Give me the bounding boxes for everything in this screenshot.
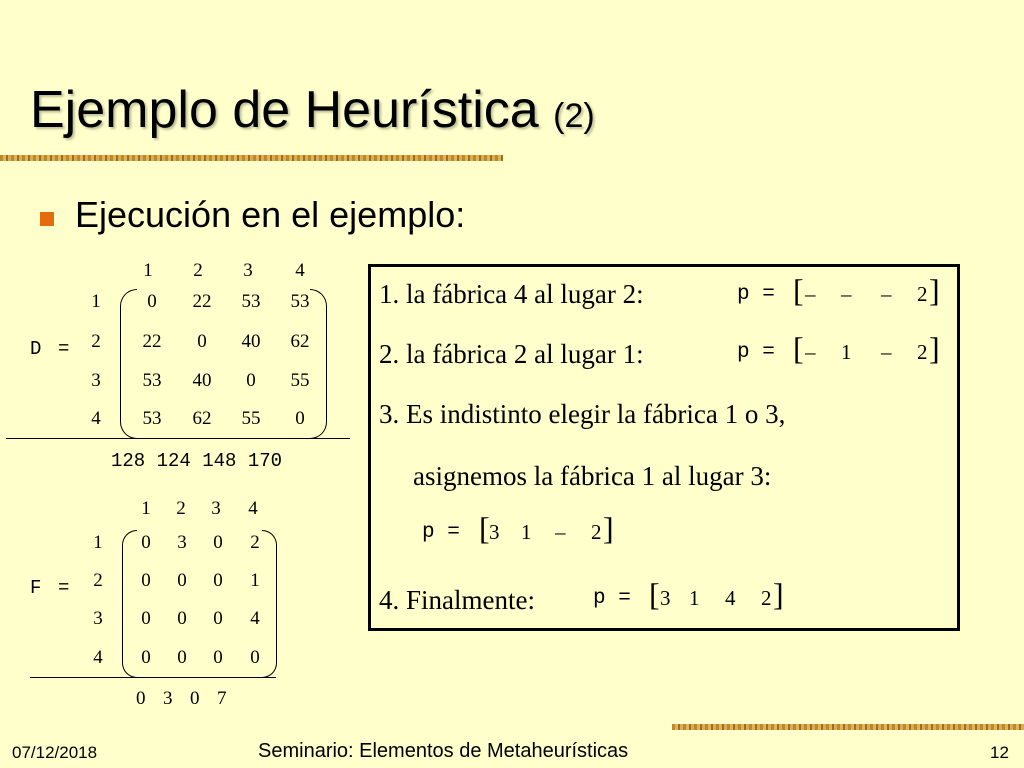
- f-cell: 0: [177, 647, 187, 668]
- title-main: Ejemplo de Heurística: [30, 81, 539, 139]
- step-3-vector-elem: 3: [489, 520, 500, 544]
- f-cell: 0: [141, 532, 151, 553]
- step-3-continuation: asignemos la fábrica 1 al lugar 3:: [413, 461, 772, 491]
- step-3-left-bracket: [: [479, 510, 490, 546]
- d-cell: 40: [192, 370, 212, 391]
- step-4-vector-elem: 3: [660, 586, 671, 610]
- d-sum-rule: [6, 438, 350, 439]
- step-1-p-label: p =: [737, 283, 775, 306]
- footer-date: 07/12/2018: [12, 743, 98, 762]
- d-row-header: 3: [91, 370, 101, 391]
- f-cell: 0: [250, 647, 260, 668]
- f-cell: 1: [250, 570, 260, 591]
- step-3-right-bracket: ]: [603, 510, 614, 546]
- footer-decoration-bar: [672, 724, 1024, 730]
- steps-box: [368, 264, 960, 631]
- f-col-header: 4: [248, 498, 258, 519]
- f-row-header: 3: [93, 608, 103, 629]
- step-4-left-bracket: [: [649, 576, 660, 612]
- d-col-header: 4: [295, 260, 305, 281]
- d-col-header: 1: [143, 260, 153, 281]
- step-2-vector-elem: 2: [917, 340, 928, 364]
- d-row-header: 2: [91, 331, 101, 352]
- f-cell: 0: [213, 570, 223, 591]
- d-col-header: 2: [193, 260, 203, 281]
- d-cell: 55: [290, 370, 310, 391]
- d-cell: 0: [246, 370, 256, 391]
- d-cell: 53: [142, 408, 162, 429]
- title-underline-bar: [0, 155, 503, 161]
- f-cell: 0: [141, 647, 151, 668]
- step-3-vector-elem: 1: [521, 520, 532, 544]
- d-row-header: 4: [91, 408, 101, 429]
- f-matrix-name: F: [30, 577, 42, 599]
- page-number: 12: [990, 743, 1009, 762]
- step-4-vector-elem: 4: [725, 586, 736, 610]
- f-cell: 0: [213, 647, 223, 668]
- step-4-vector-elem: 1: [689, 586, 700, 610]
- d-cell: 0: [197, 331, 207, 352]
- step-4-right-bracket: ]: [773, 576, 784, 612]
- d-cell: 0: [295, 408, 305, 429]
- bullet-text: Ejecución en el ejemplo:: [75, 194, 466, 235]
- d-cell: 0: [147, 291, 157, 312]
- step-4-text: 4. Finalmente:: [379, 585, 535, 615]
- f-row-header: 1: [93, 532, 103, 553]
- f-col-header: 3: [211, 498, 221, 519]
- title-sub: (2): [553, 97, 595, 135]
- d-cell: 62: [192, 408, 212, 429]
- d-column-sums: 128 124 148 170: [111, 450, 283, 472]
- d-cell: 22: [142, 331, 162, 352]
- d-row-header: 1: [91, 291, 101, 312]
- f-cell: 0: [177, 608, 187, 629]
- f-equals-sign: =: [58, 577, 70, 599]
- step-2-text: 2. la fábrica 2 al lugar 1:: [379, 339, 644, 369]
- f-column-sums: 0 3 0 7: [136, 688, 227, 709]
- d-cell: 53: [241, 291, 261, 312]
- step-1-vector-elem: –: [805, 282, 816, 306]
- f-cell: 0: [141, 608, 151, 629]
- step-2-left-bracket: [: [793, 330, 804, 366]
- step-2-right-bracket: ]: [929, 330, 940, 366]
- d-cell: 55: [241, 408, 261, 429]
- step-1-text: 1. la fábrica 4 al lugar 2:: [379, 279, 644, 309]
- step-1-vector-elem: –: [841, 282, 852, 306]
- step-3-text: 3. Es indistinto elegir la fábrica 1 o 3,: [379, 399, 786, 429]
- step-3-p-label: p =: [422, 521, 460, 544]
- slide-title: [30, 81, 595, 139]
- f-col-header: 2: [176, 498, 186, 519]
- d-cell: 53: [290, 291, 310, 312]
- step-1-vector-elem: –: [881, 282, 892, 306]
- d-cell: 22: [192, 291, 212, 312]
- step-4-p-label: p =: [593, 587, 631, 610]
- f-col-header: 1: [141, 498, 151, 519]
- f-cell: 0: [177, 570, 187, 591]
- f-row-header: 4: [93, 647, 103, 668]
- f-cell: 3: [177, 532, 187, 553]
- bullet-square-icon: [40, 212, 54, 226]
- d-equals-sign: =: [58, 338, 70, 360]
- step-2-vector-elem: –: [881, 340, 892, 364]
- f-cell: 0: [213, 608, 223, 629]
- step-2-vector-elem: –: [805, 340, 816, 364]
- step-1-vector-elem: 2: [917, 282, 928, 306]
- footer-title: Seminario: Elementos de Metaheurísticas: [258, 740, 629, 762]
- f-cell: 0: [213, 532, 223, 553]
- f-sum-rule: [30, 677, 276, 678]
- step-3-vector-elem: 2: [591, 520, 602, 544]
- f-cell: 4: [250, 608, 260, 629]
- d-col-header: 3: [243, 260, 253, 281]
- step-3-vector-elem: –: [555, 520, 566, 544]
- f-cell: 0: [141, 570, 151, 591]
- step-2-p-label: p =: [737, 341, 775, 364]
- step-2-vector-elem: 1: [841, 340, 852, 364]
- d-cell: 40: [241, 331, 261, 352]
- d-matrix-name: D: [30, 338, 42, 360]
- step-1-left-bracket: [: [793, 272, 804, 308]
- step-4-vector-elem: 2: [761, 586, 772, 610]
- d-cell: 53: [142, 370, 162, 391]
- f-cell: 2: [250, 532, 260, 553]
- step-1-right-bracket: ]: [929, 272, 940, 308]
- d-cell: 62: [290, 331, 310, 352]
- f-row-header: 2: [93, 570, 103, 591]
